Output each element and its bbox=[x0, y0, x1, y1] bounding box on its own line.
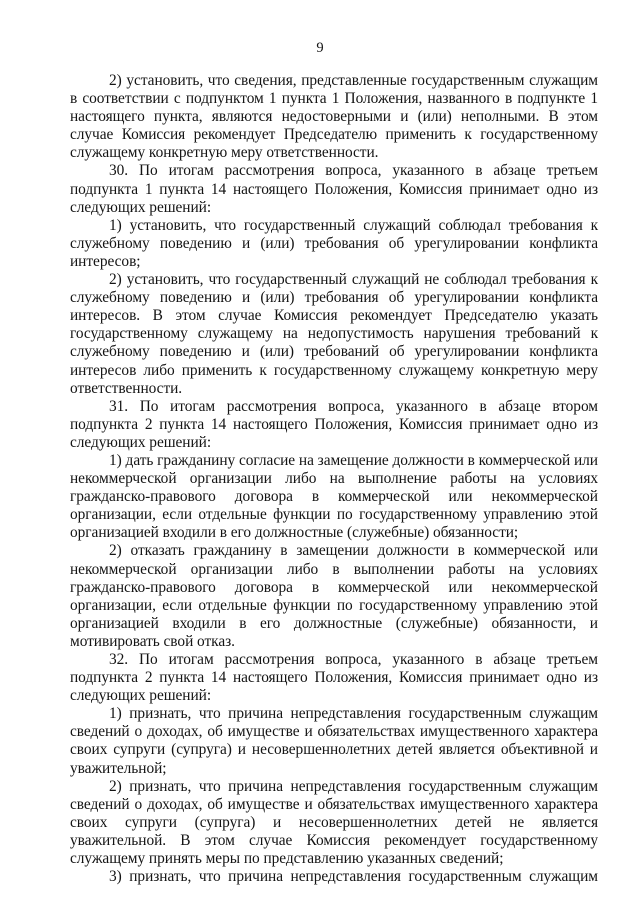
paragraph-31-item-2: 2) отказать гражданину в замещении должности в коммерческой или некоммерческой организации либо в выполнении работы на условиях гражданско-правового договора в коммерческой или некоммерческой организации, если отдельные функции по государственному управлению этой организацией входили в его должностные (служебные) обязанности, и мотивировать свой отказ. bbox=[70, 542, 598, 650]
document-body bbox=[70, 72, 598, 886]
paragraph-32-item-3: 3) признать, что причина непредставления государственным служащим bbox=[109, 868, 598, 886]
paragraph-30-item-1: 1) установить, что государственный служащий соблюдал требования к служебному поведению и (или) требования об урегулировании конфликта интересов; bbox=[70, 216, 598, 270]
paragraph-32: 32. По итогам рассмотрения вопроса, указанного в абзаце третьем подпункта 2 пункта 14 настоящего Положения, Комиссия принимает одно из следующих решений: bbox=[70, 651, 598, 705]
paragraph-31: 31. По итогам рассмотрения вопроса, указанного в абзаце втором подпункта 2 пункта 14 настоящего Положения, Комиссия принимает одно из следующих решений: bbox=[70, 397, 598, 451]
paragraph-30-item-2: 2) установить, что государственный служащий не соблюдал требования к служебному поведению и (или) требования об урегулировании конфликта интересов. В этом случае Комиссия рекомендует Председателю указать государственному служащему на недопустимость нарушения требований к служебному поведению и (или) требований об урегулировании конфликта интересов либо применить к государственному служащему конкретную меру ответственности. bbox=[70, 271, 598, 397]
paragraph-32-item-2: 2) признать, что причина непредставления государственным служащим сведений о доходах, об имуществе и обязательствах имущественного характера своих супруги (супруга) и несовершеннолетних детей не является уважительной. В этом случае Комиссия рекомендует государственному служащему принять меры по представлению указанных сведений; bbox=[70, 777, 598, 868]
page-number: 9 bbox=[316, 40, 324, 56]
paragraph-30: 30. По итогам рассмотрения вопроса, указанного в абзаце третьем подпункта 1 пункта 14 настоящего Положения, Комиссия принимает одно из следующих решений: bbox=[70, 162, 598, 216]
paragraph-29-item-2: 2) установить, что сведения, представленные государственным служащим в соответствии с подпунктом 1 пункта 1 Положения, названного в подпункте 1 настоящего пункта, являются недостоверными и (или) неполными. В этом случае Комиссия рекомендует Председателю применить к государственному служащему конкретную меру ответственности. bbox=[70, 72, 598, 162]
paragraph-31-item-1: 1) дать гражданину согласие на замещение должности в коммерческой или некоммерческой организации либо на выполнение работы на условиях гражданско-правового договора в коммерческой или некоммерческой организации, если отдельные функции по государственному управлению этой организацией входили в его должностные (служебные) обязанности; bbox=[70, 451, 598, 542]
paragraph-32-item-1: 1) признать, что причина непредставления государственным служащим сведений о доходах, об имуществе и обязательствах имущественного характера своих супруги (супруга) и несовершеннолетних детей является объективной и уважительной; bbox=[70, 705, 598, 777]
